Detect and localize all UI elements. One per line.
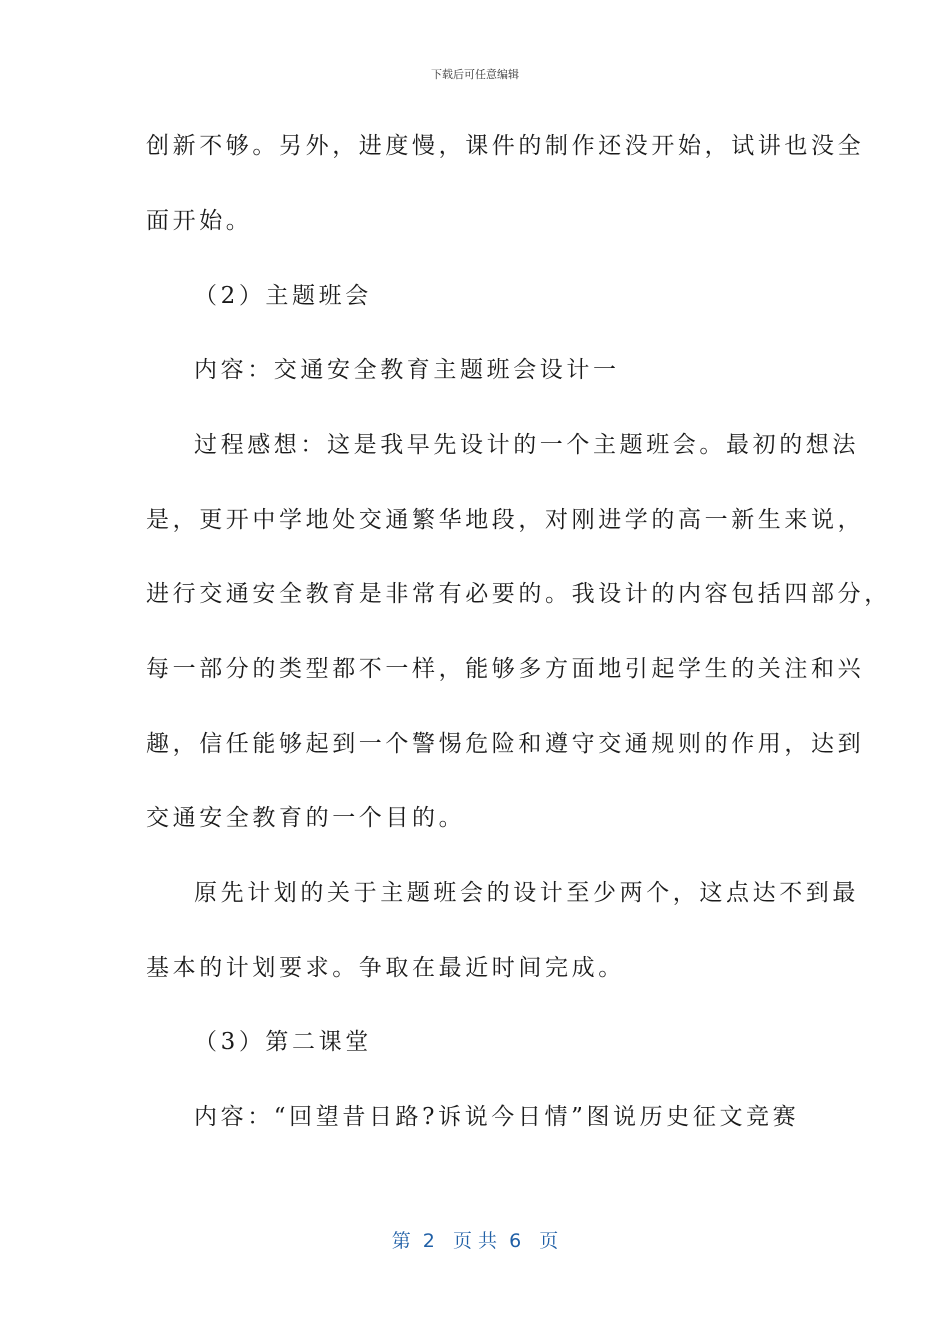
section-heading: （3）第二课堂	[194, 1029, 372, 1055]
paragraph-line: 基本的计划要求。争取在最近时间完成。	[146, 955, 625, 981]
paragraph-line: 交通安全教育的一个目的。	[146, 805, 466, 831]
paragraph-line: 进行交通安全教育是非常有必要的。我设计的内容包括四部分，	[146, 581, 891, 607]
section-heading: （2）主题班会	[194, 283, 372, 309]
paragraph-line: 面开始。	[146, 208, 253, 234]
paragraph-line: 内容：交通安全教育主题班会设计一	[194, 357, 620, 383]
paragraph-line: 创新不够。另外，进度慢，课件的制作还没开始，试讲也没全	[146, 133, 865, 159]
paragraph-line: 内容：“回望昔日路?诉说今日情”图说历史征文竞赛	[194, 1104, 800, 1130]
page-number: 第 2 页 共 6 页	[391, 1230, 559, 1252]
paragraph-line: 是，更开中学地处交通繁华地段，对刚进学的高一新生来说，	[146, 507, 865, 533]
header-note: 下载后可任意编辑	[431, 68, 519, 81]
paragraph-line: 过程感想：这是我早先设计的一个主题班会。最初的想法	[194, 432, 859, 458]
paragraph-line: 每一部分的类型都不一样，能够多方面地引起学生的关注和兴	[146, 656, 865, 682]
paragraph-line: 原先计划的关于主题班会的设计至少两个，这点达不到最	[194, 880, 859, 906]
paragraph-line: 趣，信任能够起到一个警惕危险和遵守交通规则的作用，达到	[146, 731, 865, 757]
